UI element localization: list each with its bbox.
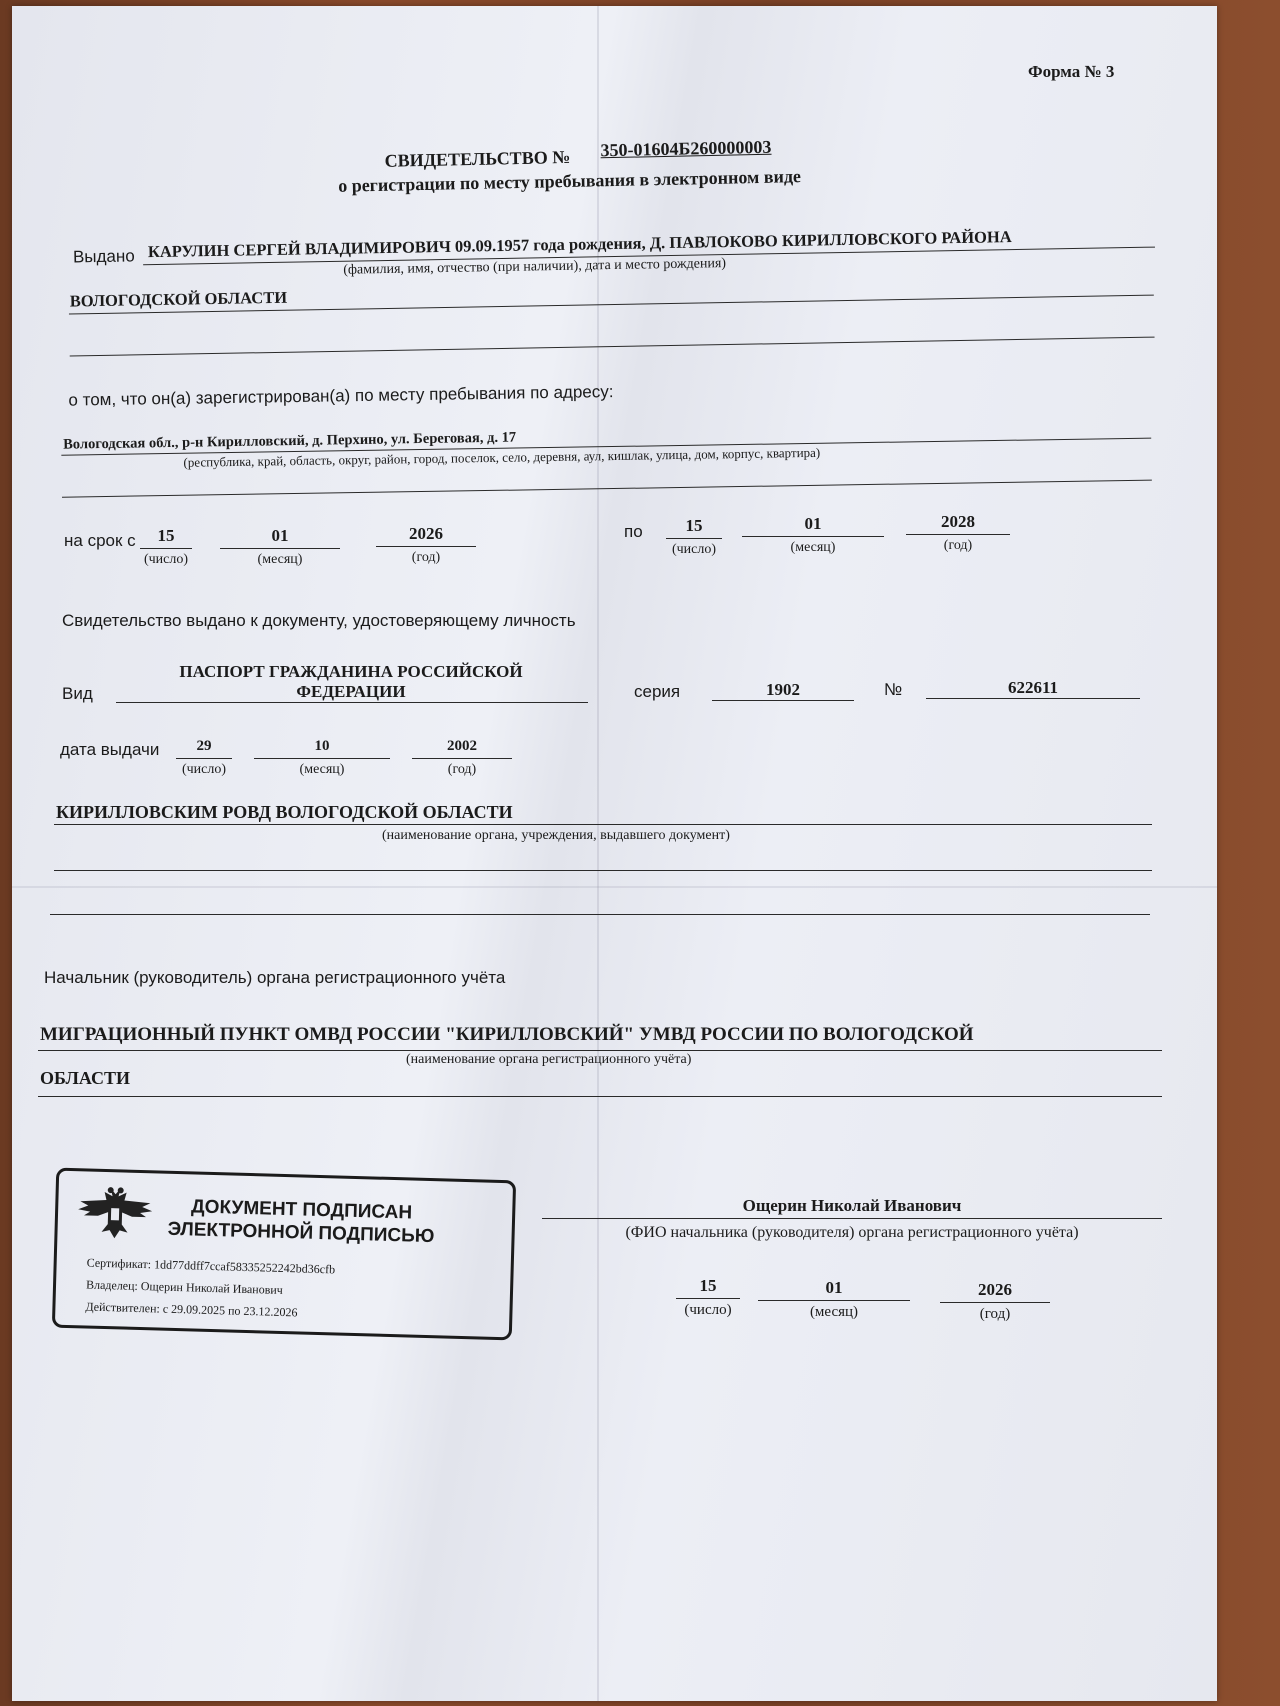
- issue-date-label: дата выдачи: [60, 740, 160, 759]
- caption-month: (месяц): [299, 762, 345, 777]
- passport-number-label: №: [884, 680, 903, 699]
- passport-number: 622611: [1007, 678, 1059, 697]
- stamp-certificate: Сертификат: 1dd77ddff7ccaf58335252242bd36cfb: [86, 1255, 336, 1277]
- certificate-sheet: [12, 6, 1217, 1701]
- rule: [412, 758, 512, 759]
- address-caption: (республика, край, область, округ, район, город, поселок, село, деревня, аул, кишлак, улица, дом, корпус, квартира): [183, 444, 821, 470]
- term-to-label: по: [624, 522, 643, 541]
- signer-caption: (ФИО начальника (руководителя) органа регистрационного учёта): [625, 1224, 1079, 1241]
- caption-year: (год): [447, 762, 477, 777]
- rule: [742, 536, 884, 537]
- term-from-year: 2026: [409, 524, 443, 543]
- caption-day: (число): [181, 762, 227, 777]
- holder-birth-region: ВОЛОГОДСКОЙ ОБЛАСТИ: [69, 287, 288, 311]
- form-number: Форма № 3: [1028, 62, 1115, 81]
- term-from-month: 01: [271, 526, 289, 545]
- rule: [676, 1298, 740, 1299]
- caption-day: (число): [671, 542, 717, 557]
- holder-name-birth: КАРУЛИН СЕРГЕЙ ВЛАДИМИРОВИЧ 09.09.1957 года рождения, Д. ПАВЛОКОВО КИРИЛЛОВСКОГО РАЙОНА: [147, 227, 1012, 262]
- sign-day: 15: [699, 1276, 717, 1295]
- term-to-month: 01: [804, 514, 822, 533]
- certificate-number: 350-01604Б260000003: [600, 136, 772, 161]
- rule: [176, 758, 232, 759]
- rule: [712, 700, 854, 701]
- passport-series: 1902: [766, 680, 800, 699]
- address-value: Вологодская обл., р-н Кирилловский, д. Перхино, ул. Береговая, д. 17: [63, 429, 517, 453]
- doc-type-line1: ПАСПОРТ ГРАЖДАНИНА РОССИЙСКОЙ: [179, 662, 523, 681]
- rule: [758, 1300, 910, 1301]
- rule: [926, 698, 1140, 699]
- caption-year: (год): [943, 538, 973, 553]
- rule: [50, 914, 1150, 915]
- issuing-authority: КИРИЛЛОВСКИМ РОВД ВОЛОГОДСКОЙ ОБЛАСТИ: [56, 802, 513, 822]
- doc-type-line2: ФЕДЕРАЦИИ: [296, 682, 406, 701]
- rule: [54, 824, 1152, 825]
- term-to-year: 2028: [941, 512, 975, 531]
- rule: [376, 546, 476, 547]
- caption-year: (год): [411, 550, 441, 565]
- sign-month: 01: [825, 1278, 843, 1297]
- rule: [220, 548, 340, 549]
- rule: [62, 480, 1152, 498]
- identity-intro: Свидетельство выдано к документу, удостоверяющему личность: [62, 611, 576, 630]
- rule: [70, 337, 1155, 357]
- signer-name: Ощерин Николай Иванович: [742, 1196, 962, 1215]
- electronic-signature-stamp: [52, 1168, 516, 1341]
- rule: [38, 1096, 1162, 1097]
- sign-year: 2026: [978, 1280, 1012, 1299]
- stamp-title: [167, 1196, 435, 1249]
- caption-day: (число): [143, 552, 189, 567]
- address-intro: о том, что он(а) зарегистрирован(а) по месту пребывания по адресу:: [68, 382, 614, 410]
- term-from-label: на срок с: [64, 531, 136, 550]
- rule: [140, 548, 192, 549]
- rule: [666, 538, 722, 539]
- term-to-day: 15: [685, 516, 703, 535]
- stamp-owner: Владелец: Ощерин Николай Иванович: [85, 1277, 284, 1297]
- caption-month: (месяц): [790, 540, 836, 555]
- double-headed-eagle-icon: [73, 1183, 157, 1243]
- issue-year: 2002: [447, 738, 477, 754]
- issued-to-label: Выдано: [72, 246, 135, 267]
- term-from-day: 15: [157, 526, 175, 545]
- authority-name-line1: МИГРАЦИОННЫЙ ПУНКТ ОМВД РОССИИ "КИРИЛЛОВСКИЙ" УМВД РОССИИ ПО ВОЛОГОДСКОЙ: [40, 1024, 974, 1045]
- caption-year: (год): [979, 1306, 1011, 1322]
- head-label: Начальник (руководитель) органа регистрационного учёта: [44, 968, 506, 987]
- doc-type-label: Вид: [62, 684, 93, 703]
- issue-month: 10: [314, 738, 330, 754]
- rule: [254, 758, 390, 759]
- authority-caption: (наименование органа регистрационного учёта): [406, 1052, 692, 1067]
- rule: [940, 1302, 1050, 1303]
- rule: [906, 534, 1010, 535]
- title-prefix: СВИДЕТЕЛЬСТВО №: [384, 146, 571, 171]
- title-subtitle: о регистрации по месту пребывания в электронном виде: [337, 166, 802, 196]
- rule: [54, 870, 1152, 871]
- stamp-title-line2: ЭЛЕКТРОННОЙ ПОДПИСЬЮ: [167, 1218, 435, 1247]
- holder-caption: (фамилия, имя, отчество (при наличии), дата и место рождения): [343, 256, 727, 278]
- caption-month: (месяц): [257, 552, 303, 567]
- fold-line-horizontal: [12, 886, 1217, 888]
- stamp-title-line1: ДОКУМЕНТ ПОДПИСАН: [190, 1196, 413, 1224]
- rule: [116, 702, 588, 703]
- issuer-caption: (наименование органа, учреждения, выдавшего документ): [382, 828, 730, 843]
- rule: [38, 1050, 1162, 1051]
- caption-day: (число): [684, 1302, 732, 1318]
- rule: [542, 1218, 1162, 1219]
- stamp-validity: Действителен: с 29.09.2025 по 23.12.2026: [85, 1299, 298, 1320]
- authority-name-line2: ОБЛАСТИ: [40, 1068, 130, 1088]
- series-label: серия: [634, 682, 681, 701]
- issue-day: 29: [196, 738, 212, 754]
- caption-month: (месяц): [809, 1304, 859, 1320]
